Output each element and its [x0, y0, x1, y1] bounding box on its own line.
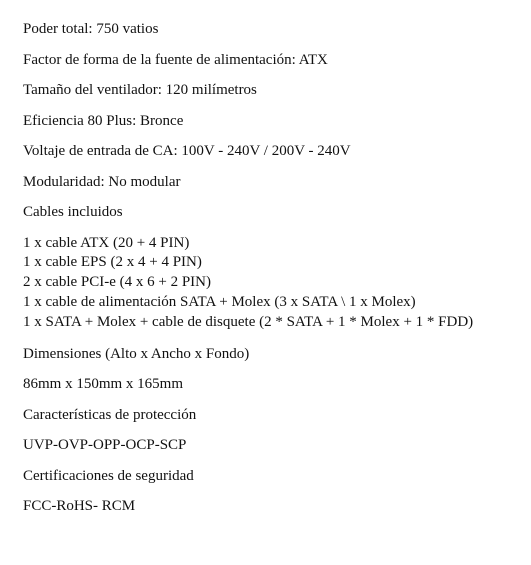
- certifications-heading: Certificaciones de seguridad: [23, 467, 194, 484]
- spec-input-voltage: Voltaje de entrada de CA: 100V - 240V / 200V - 240V: [23, 143, 351, 159]
- spec-fan-size: Tamaño del ventilador: 120 milímetros: [23, 82, 257, 98]
- dimensions-heading: Dimensiones (Alto x Ancho x Fondo): [23, 345, 250, 362]
- product-spec-document: [23, 20, 527, 515]
- spec-modularity: Modularidad: No modular: [23, 173, 181, 190]
- spec-efficiency: Eficiencia 80 Plus: Bronce: [23, 112, 184, 129]
- certifications-value: FCC-RoHS- RCM: [23, 498, 136, 515]
- cables-heading: Cables incluidos: [23, 204, 123, 220]
- cable-item: 1 x cable de alimentación SATA + Molex (3 x SATA \ 1 x Molex): [23, 293, 416, 310]
- cable-item: 1 x cable ATX (20 + 4 PIN): [23, 234, 190, 251]
- protection-heading: Características de protección: [23, 406, 197, 423]
- cable-item: 1 x SATA + Molex + cable de disquete (2 * SATA + 1 * Molex + 1 * FDD): [23, 313, 474, 330]
- cable-item: 2 x cable PCI-e (4 x 6 + 2 PIN): [23, 274, 212, 291]
- protection-value: UVP-OVP-OPP-OCP-SCP: [23, 437, 187, 454]
- cables-list: [23, 234, 527, 333]
- dimensions-value: 86mm x 150mm x 165mm: [23, 376, 184, 393]
- spec-power: Poder total: 750 vatios: [23, 21, 159, 37]
- cable-item: 1 x cable EPS (2 x 4 + 4 PIN): [23, 254, 202, 271]
- spec-form-factor: Factor de forma de la fuente de alimentación: ATX: [23, 51, 328, 68]
